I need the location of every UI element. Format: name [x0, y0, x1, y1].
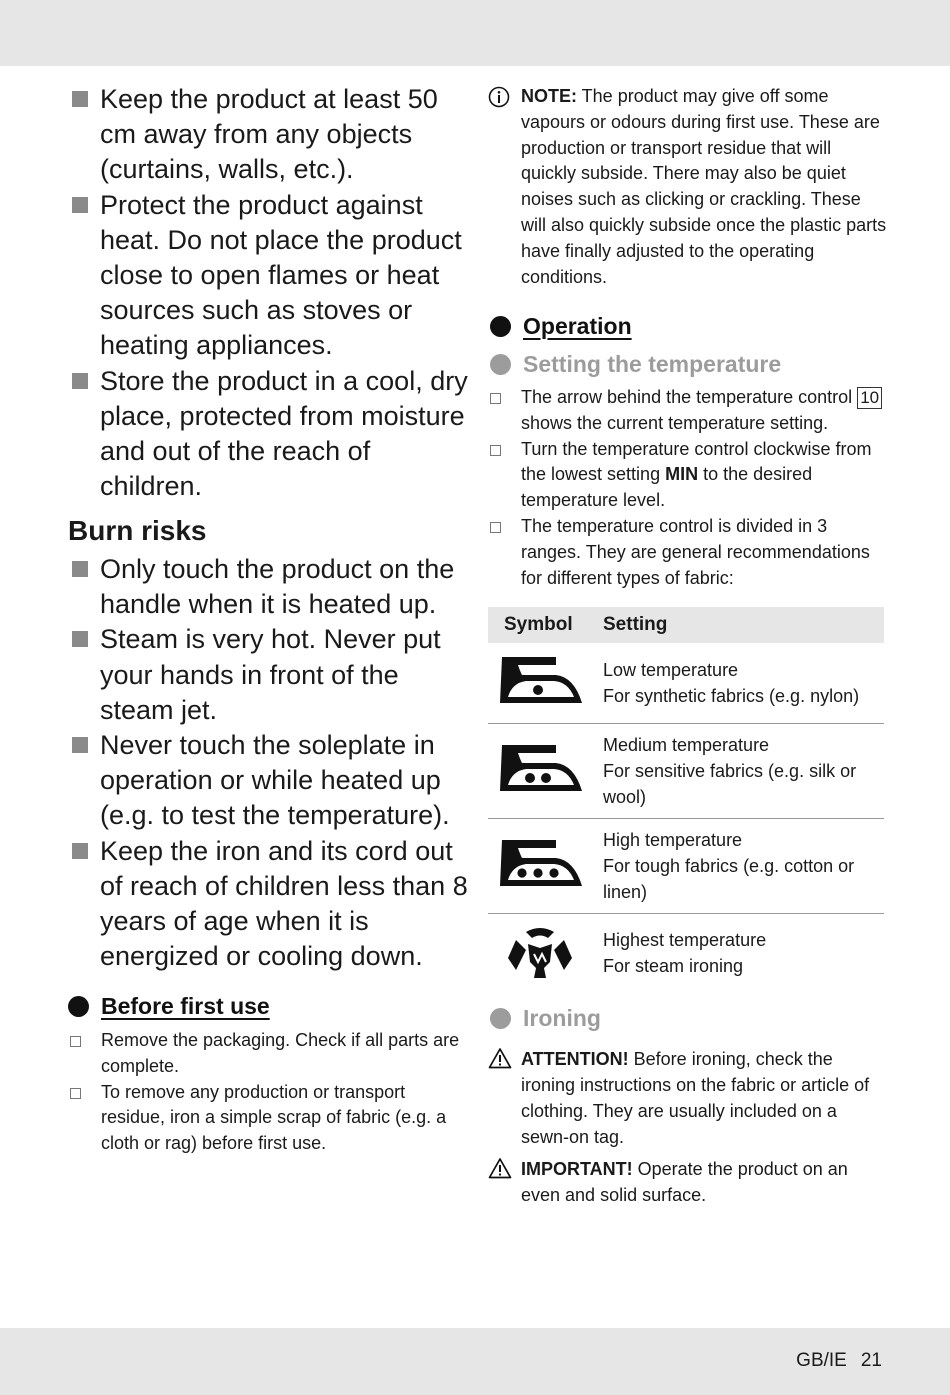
table-row: Low temperature For synthetic fabrics (e.g. nylon) — [488, 643, 884, 723]
square-bullet-icon — [72, 561, 88, 577]
square-bullet-icon — [72, 843, 88, 859]
setting-column-header: Setting — [603, 607, 884, 643]
attention-label: ATTENTION! — [521, 1049, 629, 1069]
iron-three-dots-icon — [496, 834, 586, 892]
note-block — [488, 84, 888, 290]
temperature-table — [488, 607, 884, 993]
note-text: The product may give off some vapours or odours during first use. These are production or transport residue that will quickly subside. There may also be quiet noises such as clicking or crackling. These will also quickly subside once the plastic parts have finally adjusted to the operating conditions. — [521, 86, 887, 287]
bullet-dot-icon — [490, 316, 511, 337]
checkbox-bullet-icon — [490, 393, 501, 404]
warning-icon — [488, 1157, 512, 1179]
before-first-use-heading: Before first use — [68, 993, 270, 1020]
iron-two-dots-icon — [496, 739, 586, 797]
list-item: The temperature control is divided in 3 ranges. They are general recommendations for different types of fabric: — [488, 514, 888, 591]
table-row: High temperature For tough fabrics (e.g. cotton or linen) — [488, 818, 884, 913]
list-item: Turn the temperature control clockwise from the lowest setting MIN to the desired temperature level. — [488, 437, 888, 514]
table-row: Medium temperature For sensitive fabrics (e.g. silk or wool) — [488, 723, 884, 818]
bullet-dot-icon — [490, 354, 511, 375]
safety-list — [68, 82, 468, 504]
burn-bullet: Only touch the product on the handle when it is heated up. — [68, 552, 468, 622]
setting-temperature-list — [488, 385, 888, 591]
page-footer — [796, 1350, 882, 1372]
iron-one-dot-icon — [496, 651, 586, 709]
region-label: GB/IE — [796, 1350, 847, 1371]
table-header-row — [488, 607, 884, 643]
burn-bullet: Steam is very hot. Never put your hands in front of the steam jet. — [68, 622, 468, 728]
square-bullet-icon — [72, 197, 88, 213]
safety-bullet: Protect the product against heat. Do not place the product close to open flames or heat sources such as stoves or heating appliances. — [68, 188, 468, 364]
burn-risks-list — [68, 552, 468, 974]
list-item: Remove the packaging. Check if all parts are complete. — [68, 1028, 468, 1080]
list-item: To remove any production or transport residue, iron a simple scrap of fabric (e.g. a cloth or rag) before first use. — [68, 1080, 468, 1157]
square-bullet-icon — [72, 373, 88, 389]
note-label: NOTE: — [521, 86, 577, 106]
burn-risks-heading: Burn risks — [68, 515, 207, 546]
page-number: 21 — [860, 1350, 882, 1371]
operation-heading: Operation — [490, 313, 632, 340]
attention-block: ATTENTION! Before ironing, check the ironing instructions on the fabric or article of clothing. They are usually included on a sewn-on tag. — [488, 1046, 888, 1150]
before-first-use-list — [68, 1028, 468, 1157]
burn-bullet: Keep the iron and its cord out of reach of children less than 8 years of age when it is energized or cooling down. — [68, 834, 468, 975]
bullet-dot-icon — [68, 996, 89, 1017]
bullet-dot-icon — [490, 1008, 511, 1029]
info-icon — [488, 86, 510, 108]
safety-bullet: Keep the product at least 50 cm away from any objects (curtains, walls, etc.). — [68, 82, 468, 188]
safety-bullet: Store the product in a cool, dry place, protected from moisture and out of the reach of children. — [68, 364, 468, 505]
warning-icon — [488, 1047, 512, 1069]
burn-bullet: Never touch the soleplate in operation or while heated up (e.g. to test the temperature). — [68, 728, 468, 834]
checkbox-bullet-icon — [490, 522, 501, 533]
checkbox-bullet-icon — [490, 445, 501, 456]
part-reference-badge: 10 — [857, 387, 882, 409]
square-bullet-icon — [72, 631, 88, 647]
checkbox-bullet-icon — [70, 1036, 81, 1047]
list-item: The arrow behind the temperature control 10 shows the current temperature setting. — [488, 385, 888, 437]
setting-temperature-heading: Setting the temperature — [490, 351, 781, 378]
square-bullet-icon — [72, 91, 88, 107]
important-label: IMPORTANT! — [521, 1159, 633, 1179]
important-block: IMPORTANT! Operate the product on an even and solid surface. — [488, 1156, 888, 1208]
ironing-heading: Ironing — [490, 1005, 601, 1032]
checkbox-bullet-icon — [70, 1088, 81, 1099]
symbol-column-header: Symbol — [488, 607, 603, 643]
square-bullet-icon — [72, 737, 88, 753]
header-band — [0, 0, 950, 66]
steam-icon — [496, 922, 586, 980]
table-row: Highest temperature For steam ironing — [488, 913, 884, 993]
